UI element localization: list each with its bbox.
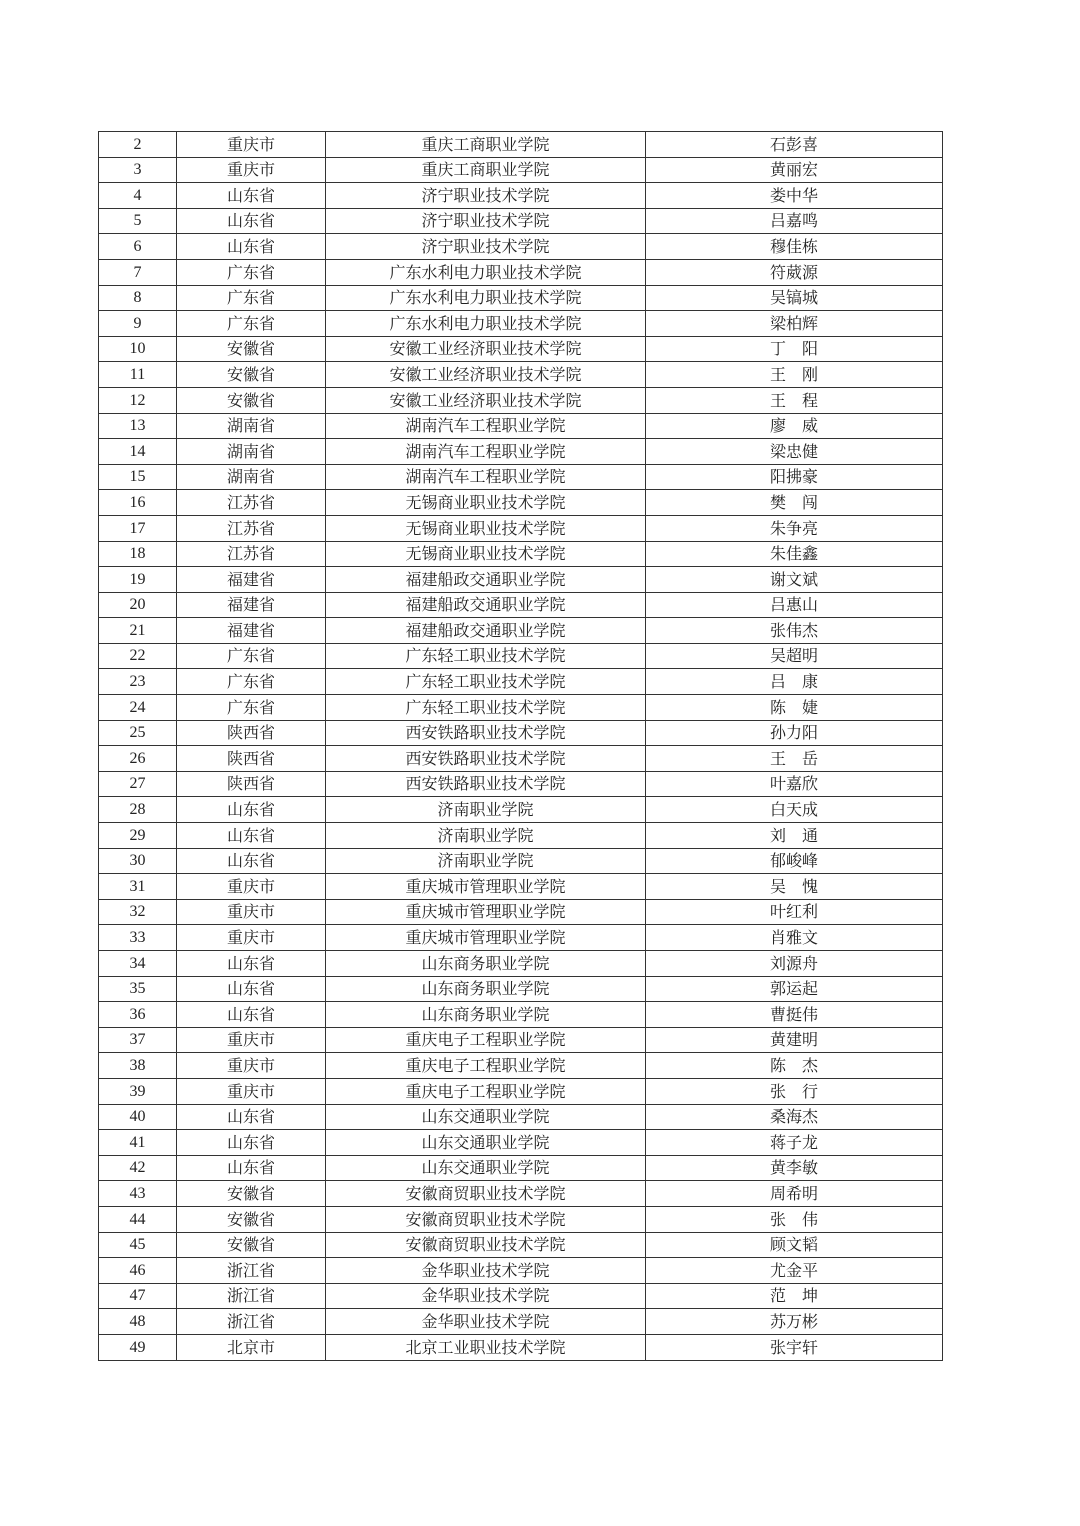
table-row [99,618,943,644]
row-number-cell: 48 [99,1309,177,1335]
school-cell: 重庆电子工程职业学院 [326,1053,646,1079]
table-row [99,439,943,465]
row-number-cell: 31 [99,874,177,900]
school-cell: 重庆电子工程职业学院 [326,1027,646,1053]
person-name-cell: 吴 愧 [646,874,943,900]
person-name-cell: 陈 杰 [646,1053,943,1079]
person-name-cell: 黄丽宏 [646,157,943,183]
school-cell: 重庆电子工程职业学院 [326,1078,646,1104]
person-name-cell: 吕嘉鸣 [646,208,943,234]
province-cell: 浙江省 [177,1309,326,1335]
row-number-cell: 42 [99,1155,177,1181]
person-name-cell: 郭运起 [646,976,943,1002]
table-row [99,1258,943,1284]
row-number-cell: 26 [99,746,177,772]
school-cell: 山东交通职业学院 [326,1130,646,1156]
person-name-cell: 梁忠健 [646,439,943,465]
province-cell: 安徽省 [177,1232,326,1258]
school-cell: 广东水利电力职业技术学院 [326,311,646,337]
row-number-cell: 22 [99,643,177,669]
table-row [99,1283,943,1309]
person-name-cell: 王 岳 [646,746,943,772]
row-number-cell: 15 [99,464,177,490]
row-number-cell: 33 [99,925,177,951]
table-row [99,132,943,158]
school-cell: 西安铁路职业技术学院 [326,746,646,772]
province-cell: 广东省 [177,669,326,695]
person-name-cell: 尤金平 [646,1258,943,1284]
province-cell: 浙江省 [177,1283,326,1309]
row-number-cell: 29 [99,823,177,849]
roster-table-body [99,132,943,1361]
table-row [99,157,943,183]
province-cell: 山东省 [177,1104,326,1130]
person-name-cell: 周希明 [646,1181,943,1207]
school-cell: 西安铁路职业技术学院 [326,771,646,797]
province-cell: 广东省 [177,285,326,311]
table-row [99,951,943,977]
row-number-cell: 20 [99,592,177,618]
table-row [99,387,943,413]
table-row [99,1104,943,1130]
table-row [99,695,943,721]
table-row [99,1130,943,1156]
row-number-cell: 30 [99,848,177,874]
row-number-cell: 9 [99,311,177,337]
row-number-cell: 28 [99,797,177,823]
table-row [99,771,943,797]
row-number-cell: 43 [99,1181,177,1207]
province-cell: 重庆市 [177,874,326,900]
province-cell: 湖南省 [177,439,326,465]
table-row [99,362,943,388]
school-cell: 福建船政交通职业学院 [326,592,646,618]
person-name-cell: 黄李敏 [646,1155,943,1181]
table-row [99,413,943,439]
person-name-cell: 曹挺伟 [646,1002,943,1028]
school-cell: 济宁职业技术学院 [326,183,646,209]
school-cell: 金华职业技术学院 [326,1283,646,1309]
row-number-cell: 47 [99,1283,177,1309]
person-name-cell: 苏万彬 [646,1309,943,1335]
table-row [99,1053,943,1079]
person-name-cell: 张 行 [646,1078,943,1104]
person-name-cell: 蒋子龙 [646,1130,943,1156]
row-number-cell: 5 [99,208,177,234]
province-cell: 安徽省 [177,1206,326,1232]
province-cell: 陕西省 [177,720,326,746]
school-cell: 安徽商贸职业技术学院 [326,1206,646,1232]
school-cell: 重庆城市管理职业学院 [326,899,646,925]
row-number-cell: 24 [99,695,177,721]
school-cell: 山东交通职业学院 [326,1155,646,1181]
school-cell: 无锡商业职业技术学院 [326,490,646,516]
row-number-cell: 14 [99,439,177,465]
school-cell: 广东水利电力职业技术学院 [326,285,646,311]
school-cell: 重庆工商职业学院 [326,157,646,183]
table-row [99,592,943,618]
school-cell: 无锡商业职业技术学院 [326,541,646,567]
person-name-cell: 丁 阳 [646,336,943,362]
person-name-cell: 叶嘉欣 [646,771,943,797]
person-name-cell: 吕 康 [646,669,943,695]
person-name-cell: 阳拂豪 [646,464,943,490]
table-row [99,490,943,516]
row-number-cell: 38 [99,1053,177,1079]
person-name-cell: 娄中华 [646,183,943,209]
school-cell: 福建船政交通职业学院 [326,567,646,593]
province-cell: 重庆市 [177,1078,326,1104]
province-cell: 重庆市 [177,925,326,951]
table-row [99,899,943,925]
person-name-cell: 孙力阳 [646,720,943,746]
province-cell: 江苏省 [177,515,326,541]
school-cell: 济南职业学院 [326,848,646,874]
table-row [99,823,943,849]
school-cell: 山东交通职业学院 [326,1104,646,1130]
school-cell: 安徽商贸职业技术学院 [326,1181,646,1207]
school-cell: 西安铁路职业技术学院 [326,720,646,746]
table-row [99,1206,943,1232]
table-row [99,1334,943,1360]
province-cell: 山东省 [177,1155,326,1181]
school-cell: 济南职业学院 [326,823,646,849]
person-name-cell: 王 程 [646,387,943,413]
province-cell: 安徽省 [177,1181,326,1207]
table-row [99,1155,943,1181]
province-cell: 福建省 [177,592,326,618]
row-number-cell: 32 [99,899,177,925]
province-cell: 北京市 [177,1334,326,1360]
table-row [99,1027,943,1053]
row-number-cell: 21 [99,618,177,644]
table-row [99,1232,943,1258]
person-name-cell: 穆佳栋 [646,234,943,260]
row-number-cell: 4 [99,183,177,209]
table-row [99,336,943,362]
school-cell: 安徽工业经济职业技术学院 [326,362,646,388]
person-name-cell: 张 伟 [646,1206,943,1232]
school-cell: 山东商务职业学院 [326,951,646,977]
row-number-cell: 16 [99,490,177,516]
table-row [99,874,943,900]
row-number-cell: 36 [99,1002,177,1028]
province-cell: 山东省 [177,208,326,234]
school-cell: 重庆城市管理职业学院 [326,925,646,951]
row-number-cell: 46 [99,1258,177,1284]
province-cell: 山东省 [177,183,326,209]
province-cell: 重庆市 [177,899,326,925]
person-name-cell: 符葳源 [646,259,943,285]
province-cell: 广东省 [177,643,326,669]
table-row [99,311,943,337]
table-row [99,1078,943,1104]
province-cell: 山东省 [177,823,326,849]
school-cell: 湖南汽车工程职业学院 [326,439,646,465]
province-cell: 陕西省 [177,771,326,797]
person-name-cell: 桑海杰 [646,1104,943,1130]
province-cell: 广东省 [177,259,326,285]
table-row [99,1309,943,1335]
person-name-cell: 肖雅文 [646,925,943,951]
school-cell: 广东轻工职业技术学院 [326,695,646,721]
school-cell: 安徽工业经济职业技术学院 [326,336,646,362]
row-number-cell: 45 [99,1232,177,1258]
row-number-cell: 3 [99,157,177,183]
province-cell: 广东省 [177,695,326,721]
person-name-cell: 朱争亮 [646,515,943,541]
table-row [99,1181,943,1207]
row-number-cell: 10 [99,336,177,362]
table-row [99,669,943,695]
row-number-cell: 18 [99,541,177,567]
person-name-cell: 吴超明 [646,643,943,669]
person-name-cell: 王 刚 [646,362,943,388]
school-cell: 广东水利电力职业技术学院 [326,259,646,285]
row-number-cell: 34 [99,951,177,977]
person-name-cell: 范 坤 [646,1283,943,1309]
province-cell: 江苏省 [177,490,326,516]
person-name-cell: 黄建明 [646,1027,943,1053]
table-row [99,515,943,541]
row-number-cell: 6 [99,234,177,260]
row-number-cell: 11 [99,362,177,388]
province-cell: 山东省 [177,1002,326,1028]
row-number-cell: 8 [99,285,177,311]
row-number-cell: 17 [99,515,177,541]
person-name-cell: 张伟杰 [646,618,943,644]
school-cell: 山东商务职业学院 [326,1002,646,1028]
province-cell: 重庆市 [177,1027,326,1053]
school-cell: 金华职业技术学院 [326,1309,646,1335]
province-cell: 浙江省 [177,1258,326,1284]
row-number-cell: 25 [99,720,177,746]
province-cell: 安徽省 [177,387,326,413]
province-cell: 福建省 [177,567,326,593]
person-name-cell: 吴镐城 [646,285,943,311]
province-cell: 福建省 [177,618,326,644]
person-name-cell: 张宇轩 [646,1334,943,1360]
school-cell: 济宁职业技术学院 [326,208,646,234]
table-row [99,797,943,823]
row-number-cell: 23 [99,669,177,695]
row-number-cell: 44 [99,1206,177,1232]
person-name-cell: 朱佳鑫 [646,541,943,567]
province-cell: 山东省 [177,234,326,260]
school-cell: 安徽商贸职业技术学院 [326,1232,646,1258]
table-row [99,234,943,260]
person-name-cell: 樊 闯 [646,490,943,516]
row-number-cell: 27 [99,771,177,797]
person-name-cell: 梁柏辉 [646,311,943,337]
province-cell: 陕西省 [177,746,326,772]
person-name-cell: 陈 婕 [646,695,943,721]
table-row [99,285,943,311]
person-name-cell: 廖 威 [646,413,943,439]
row-number-cell: 13 [99,413,177,439]
table-row [99,720,943,746]
school-cell: 福建船政交通职业学院 [326,618,646,644]
province-cell: 湖南省 [177,464,326,490]
row-number-cell: 41 [99,1130,177,1156]
row-number-cell: 19 [99,567,177,593]
school-cell: 重庆城市管理职业学院 [326,874,646,900]
person-name-cell: 顾文韬 [646,1232,943,1258]
table-row [99,746,943,772]
table-row [99,643,943,669]
row-number-cell: 49 [99,1334,177,1360]
row-number-cell: 39 [99,1078,177,1104]
school-cell: 湖南汽车工程职业学院 [326,413,646,439]
table-row [99,848,943,874]
person-name-cell: 刘源舟 [646,951,943,977]
school-cell: 济宁职业技术学院 [326,234,646,260]
province-cell: 山东省 [177,797,326,823]
person-name-cell: 吕惠山 [646,592,943,618]
school-cell: 金华职业技术学院 [326,1258,646,1284]
province-cell: 湖南省 [177,413,326,439]
table-row [99,1002,943,1028]
school-cell: 湖南汽车工程职业学院 [326,464,646,490]
school-cell: 广东轻工职业技术学院 [326,643,646,669]
school-cell: 山东商务职业学院 [326,976,646,1002]
school-cell: 无锡商业职业技术学院 [326,515,646,541]
person-name-cell: 叶红利 [646,899,943,925]
school-cell: 重庆工商职业学院 [326,132,646,158]
row-number-cell: 40 [99,1104,177,1130]
school-cell: 广东轻工职业技术学院 [326,669,646,695]
school-cell: 安徽工业经济职业技术学院 [326,387,646,413]
province-cell: 广东省 [177,311,326,337]
province-cell: 山东省 [177,951,326,977]
province-cell: 江苏省 [177,541,326,567]
table-row [99,976,943,1002]
table-row [99,259,943,285]
province-cell: 重庆市 [177,1053,326,1079]
person-name-cell: 刘 通 [646,823,943,849]
person-name-cell: 石彭喜 [646,132,943,158]
province-cell: 山东省 [177,848,326,874]
row-number-cell: 7 [99,259,177,285]
province-cell: 山东省 [177,1130,326,1156]
row-number-cell: 37 [99,1027,177,1053]
row-number-cell: 12 [99,387,177,413]
school-cell: 北京工业职业技术学院 [326,1334,646,1360]
table-row [99,208,943,234]
province-cell: 安徽省 [177,336,326,362]
table-row [99,541,943,567]
roster-table [98,131,943,1361]
table-row [99,567,943,593]
province-cell: 山东省 [177,976,326,1002]
person-name-cell: 谢文斌 [646,567,943,593]
province-cell: 重庆市 [177,157,326,183]
row-number-cell: 2 [99,132,177,158]
person-name-cell: 白天成 [646,797,943,823]
table-row [99,464,943,490]
province-cell: 重庆市 [177,132,326,158]
person-name-cell: 郁峻峰 [646,848,943,874]
school-cell: 济南职业学院 [326,797,646,823]
province-cell: 安徽省 [177,362,326,388]
table-row [99,183,943,209]
table-row [99,925,943,951]
row-number-cell: 35 [99,976,177,1002]
